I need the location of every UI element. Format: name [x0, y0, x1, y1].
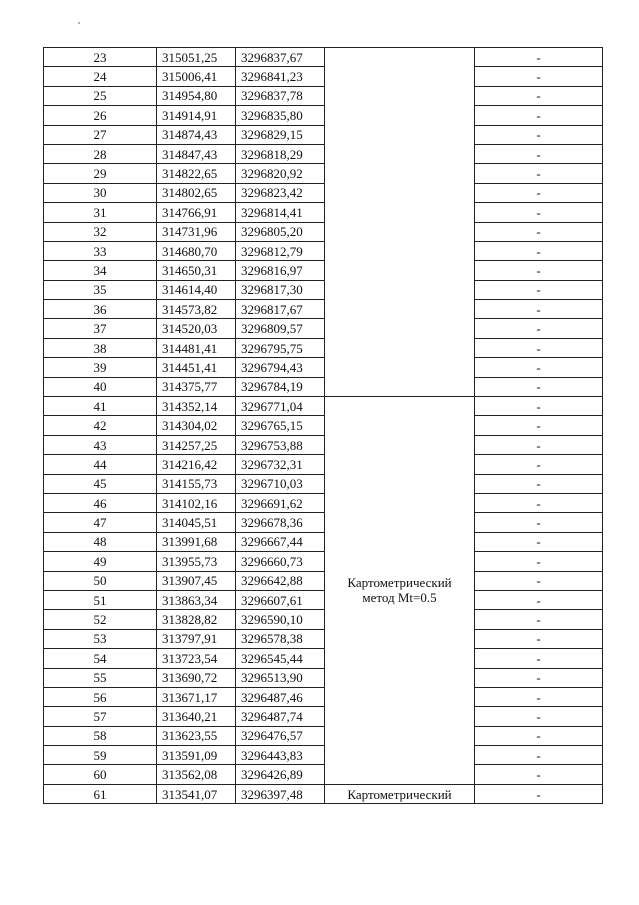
table-row: [44, 125, 603, 144]
table-row: [44, 67, 603, 86]
table-row: [44, 203, 603, 222]
point-number-cell: 33: [44, 241, 157, 260]
y-coordinate-cell: 3296837,78: [236, 86, 325, 105]
y-coordinate-cell: 3296590,10: [236, 610, 325, 629]
note-cell: -: [475, 649, 603, 668]
point-number-cell: 29: [44, 164, 157, 183]
note-cell: -: [475, 571, 603, 590]
point-number-cell: 45: [44, 474, 157, 493]
point-number-cell: 51: [44, 590, 157, 609]
table-row: [44, 707, 603, 726]
point-number-cell: 36: [44, 300, 157, 319]
note-cell: -: [475, 222, 603, 241]
note-cell: -: [475, 590, 603, 609]
table-row: [44, 629, 603, 648]
table-row: [44, 280, 603, 299]
note-cell: -: [475, 416, 603, 435]
note-cell: -: [475, 435, 603, 454]
x-coordinate-cell: 313591,09: [157, 746, 236, 765]
point-number-cell: 40: [44, 377, 157, 396]
y-coordinate-cell: 3296678,36: [236, 513, 325, 532]
y-coordinate-cell: 3296732,31: [236, 455, 325, 474]
point-number-cell: 25: [44, 86, 157, 105]
point-number-cell: 46: [44, 493, 157, 512]
table-row: [44, 48, 603, 67]
note-cell: -: [475, 532, 603, 551]
note-cell: -: [475, 338, 603, 357]
point-number-cell: 27: [44, 125, 157, 144]
note-cell: -: [475, 203, 603, 222]
x-coordinate-cell: 314766,91: [157, 203, 236, 222]
x-coordinate-cell: 314352,14: [157, 397, 236, 416]
point-number-cell: 53: [44, 629, 157, 648]
x-coordinate-cell: 314045,51: [157, 513, 236, 532]
table-row: [44, 513, 603, 532]
y-coordinate-cell: 3296818,29: [236, 144, 325, 163]
note-cell: -: [475, 261, 603, 280]
point-number-cell: 26: [44, 106, 157, 125]
y-coordinate-cell: 3296823,42: [236, 183, 325, 202]
note-cell: -: [475, 493, 603, 512]
point-number-cell: 61: [44, 784, 157, 803]
table-row: [44, 726, 603, 745]
y-coordinate-cell: 3296816,97: [236, 261, 325, 280]
note-cell: -: [475, 125, 603, 144]
table-row: [44, 571, 603, 590]
point-number-cell: 57: [44, 707, 157, 726]
note-cell: -: [475, 726, 603, 745]
point-number-cell: 60: [44, 765, 157, 784]
point-number-cell: 23: [44, 48, 157, 67]
y-coordinate-cell: 3296513,90: [236, 668, 325, 687]
note-cell: -: [475, 183, 603, 202]
point-number-cell: 56: [44, 687, 157, 706]
y-coordinate-cell: 3296642,88: [236, 571, 325, 590]
x-coordinate-cell: 314257,25: [157, 435, 236, 454]
point-number-cell: 31: [44, 203, 157, 222]
table-row: [44, 358, 603, 377]
y-coordinate-cell: 3296487,46: [236, 687, 325, 706]
point-number-cell: 35: [44, 280, 157, 299]
x-coordinate-cell: 314954,80: [157, 86, 236, 105]
note-cell: -: [475, 319, 603, 338]
x-coordinate-cell: 313541,07: [157, 784, 236, 803]
note-cell: -: [475, 358, 603, 377]
y-coordinate-cell: 3296487,74: [236, 707, 325, 726]
method-cell: [325, 397, 475, 785]
x-coordinate-cell: 314375,77: [157, 377, 236, 396]
x-coordinate-cell: 313863,34: [157, 590, 236, 609]
point-number-cell: 34: [44, 261, 157, 280]
x-coordinate-cell: 314680,70: [157, 241, 236, 260]
y-coordinate-cell: 3296771,04: [236, 397, 325, 416]
x-coordinate-cell: 314802,65: [157, 183, 236, 202]
note-cell: -: [475, 629, 603, 648]
x-coordinate-cell: 314614,40: [157, 280, 236, 299]
x-coordinate-cell: 313955,73: [157, 552, 236, 571]
x-coordinate-cell: 314304,02: [157, 416, 236, 435]
table-row: [44, 610, 603, 629]
table-row: [44, 106, 603, 125]
y-coordinate-cell: 3296426,89: [236, 765, 325, 784]
x-coordinate-cell: 313991,68: [157, 532, 236, 551]
x-coordinate-cell: 314650,31: [157, 261, 236, 280]
y-coordinate-cell: 3296397,48: [236, 784, 325, 803]
x-coordinate-cell: 314481,41: [157, 338, 236, 357]
table-row: [44, 183, 603, 202]
table-row: [44, 649, 603, 668]
table-row: [44, 493, 603, 512]
y-coordinate-cell: 3296837,67: [236, 48, 325, 67]
x-coordinate-cell: 313623,55: [157, 726, 236, 745]
note-cell: -: [475, 687, 603, 706]
table-row: [44, 474, 603, 493]
table-body: [44, 48, 603, 804]
note-cell: -: [475, 280, 603, 299]
table-row: [44, 144, 603, 163]
point-number-cell: 43: [44, 435, 157, 454]
table-row: [44, 261, 603, 280]
point-number-cell: 37: [44, 319, 157, 338]
point-number-cell: 55: [44, 668, 157, 687]
table-row: [44, 397, 603, 416]
table-row: [44, 319, 603, 338]
note-cell: -: [475, 765, 603, 784]
y-coordinate-cell: 3296817,30: [236, 280, 325, 299]
note-cell: -: [475, 707, 603, 726]
table-row: [44, 455, 603, 474]
y-coordinate-cell: 3296835,80: [236, 106, 325, 125]
x-coordinate-cell: 314822,65: [157, 164, 236, 183]
y-coordinate-cell: 3296443,83: [236, 746, 325, 765]
method-cell: [325, 48, 475, 397]
y-coordinate-cell: 3296607,61: [236, 590, 325, 609]
x-coordinate-cell: 314451,41: [157, 358, 236, 377]
note-cell: -: [475, 746, 603, 765]
x-coordinate-cell: 314874,43: [157, 125, 236, 144]
x-coordinate-cell: 314102,16: [157, 493, 236, 512]
method-text-line: Картометрический: [347, 575, 452, 591]
y-coordinate-cell: 3296660,73: [236, 552, 325, 571]
note-cell: -: [475, 48, 603, 67]
x-coordinate-cell: 314520,03: [157, 319, 236, 338]
table-row: [44, 435, 603, 454]
table-row: [44, 241, 603, 260]
x-coordinate-cell: 315051,25: [157, 48, 236, 67]
y-coordinate-cell: 3296820,92: [236, 164, 325, 183]
table-row: [44, 164, 603, 183]
x-coordinate-cell: 313562,08: [157, 765, 236, 784]
point-number-cell: 48: [44, 532, 157, 551]
y-coordinate-cell: 3296765,15: [236, 416, 325, 435]
table-row: [44, 687, 603, 706]
y-coordinate-cell: 3296545,44: [236, 649, 325, 668]
table-row: [44, 746, 603, 765]
y-coordinate-cell: 3296691,62: [236, 493, 325, 512]
note-cell: -: [475, 144, 603, 163]
x-coordinate-cell: 313690,72: [157, 668, 236, 687]
note-cell: -: [475, 241, 603, 260]
table-row: [44, 765, 603, 784]
point-number-cell: 54: [44, 649, 157, 668]
method-text-line: метод Mt=0.5: [362, 590, 437, 606]
method-cell: [325, 784, 475, 803]
table-row: [44, 377, 603, 396]
table-row: [44, 668, 603, 687]
x-coordinate-cell: 313907,45: [157, 571, 236, 590]
y-coordinate-cell: 3296784,19: [236, 377, 325, 396]
y-coordinate-cell: 3296795,75: [236, 338, 325, 357]
point-number-cell: 42: [44, 416, 157, 435]
x-coordinate-cell: 313797,91: [157, 629, 236, 648]
y-coordinate-cell: 3296667,44: [236, 532, 325, 551]
note-cell: -: [475, 397, 603, 416]
x-coordinate-cell: 314847,43: [157, 144, 236, 163]
note-cell: -: [475, 377, 603, 396]
y-coordinate-cell: 3296805,20: [236, 222, 325, 241]
table-row: [44, 86, 603, 105]
note-cell: -: [475, 513, 603, 532]
note-cell: -: [475, 474, 603, 493]
note-cell: -: [475, 668, 603, 687]
note-cell: -: [475, 67, 603, 86]
note-cell: -: [475, 455, 603, 474]
x-coordinate-cell: 314914,91: [157, 106, 236, 125]
point-number-cell: 28: [44, 144, 157, 163]
x-coordinate-cell: 313640,21: [157, 707, 236, 726]
coordinates-table: [43, 47, 603, 804]
table-row: [44, 300, 603, 319]
x-coordinate-cell: 313723,54: [157, 649, 236, 668]
table-row: [44, 338, 603, 357]
method-text-line: Картометрический: [347, 786, 452, 802]
note-cell: -: [475, 106, 603, 125]
note-cell: -: [475, 552, 603, 571]
point-number-cell: 58: [44, 726, 157, 745]
note-cell: -: [475, 86, 603, 105]
y-coordinate-cell: 3296812,79: [236, 241, 325, 260]
table-row: [44, 416, 603, 435]
point-number-cell: 38: [44, 338, 157, 357]
table-row: [44, 222, 603, 241]
table-row: [44, 784, 603, 803]
point-number-cell: 59: [44, 746, 157, 765]
note-cell: -: [475, 300, 603, 319]
y-coordinate-cell: 3296809,57: [236, 319, 325, 338]
x-coordinate-cell: 313828,82: [157, 610, 236, 629]
y-coordinate-cell: 3296841,23: [236, 67, 325, 86]
table-row: [44, 532, 603, 551]
scan-speck: [78, 22, 80, 24]
y-coordinate-cell: 3296710,03: [236, 474, 325, 493]
x-coordinate-cell: 314216,42: [157, 455, 236, 474]
note-cell: -: [475, 164, 603, 183]
note-cell: -: [475, 610, 603, 629]
x-coordinate-cell: 314573,82: [157, 300, 236, 319]
point-number-cell: 44: [44, 455, 157, 474]
x-coordinate-cell: 314155,73: [157, 474, 236, 493]
y-coordinate-cell: 3296578,38: [236, 629, 325, 648]
point-number-cell: 50: [44, 571, 157, 590]
note-cell: -: [475, 784, 603, 803]
y-coordinate-cell: 3296476,57: [236, 726, 325, 745]
y-coordinate-cell: 3296814,41: [236, 203, 325, 222]
table-row: [44, 552, 603, 571]
point-number-cell: 52: [44, 610, 157, 629]
y-coordinate-cell: 3296753,88: [236, 435, 325, 454]
point-number-cell: 49: [44, 552, 157, 571]
table-row: [44, 590, 603, 609]
point-number-cell: 39: [44, 358, 157, 377]
y-coordinate-cell: 3296817,67: [236, 300, 325, 319]
y-coordinate-cell: 3296829,15: [236, 125, 325, 144]
y-coordinate-cell: 3296794,43: [236, 358, 325, 377]
x-coordinate-cell: 313671,17: [157, 687, 236, 706]
point-number-cell: 24: [44, 67, 157, 86]
point-number-cell: 41: [44, 397, 157, 416]
x-coordinate-cell: 315006,41: [157, 67, 236, 86]
point-number-cell: 32: [44, 222, 157, 241]
point-number-cell: 30: [44, 183, 157, 202]
point-number-cell: 47: [44, 513, 157, 532]
x-coordinate-cell: 314731,96: [157, 222, 236, 241]
